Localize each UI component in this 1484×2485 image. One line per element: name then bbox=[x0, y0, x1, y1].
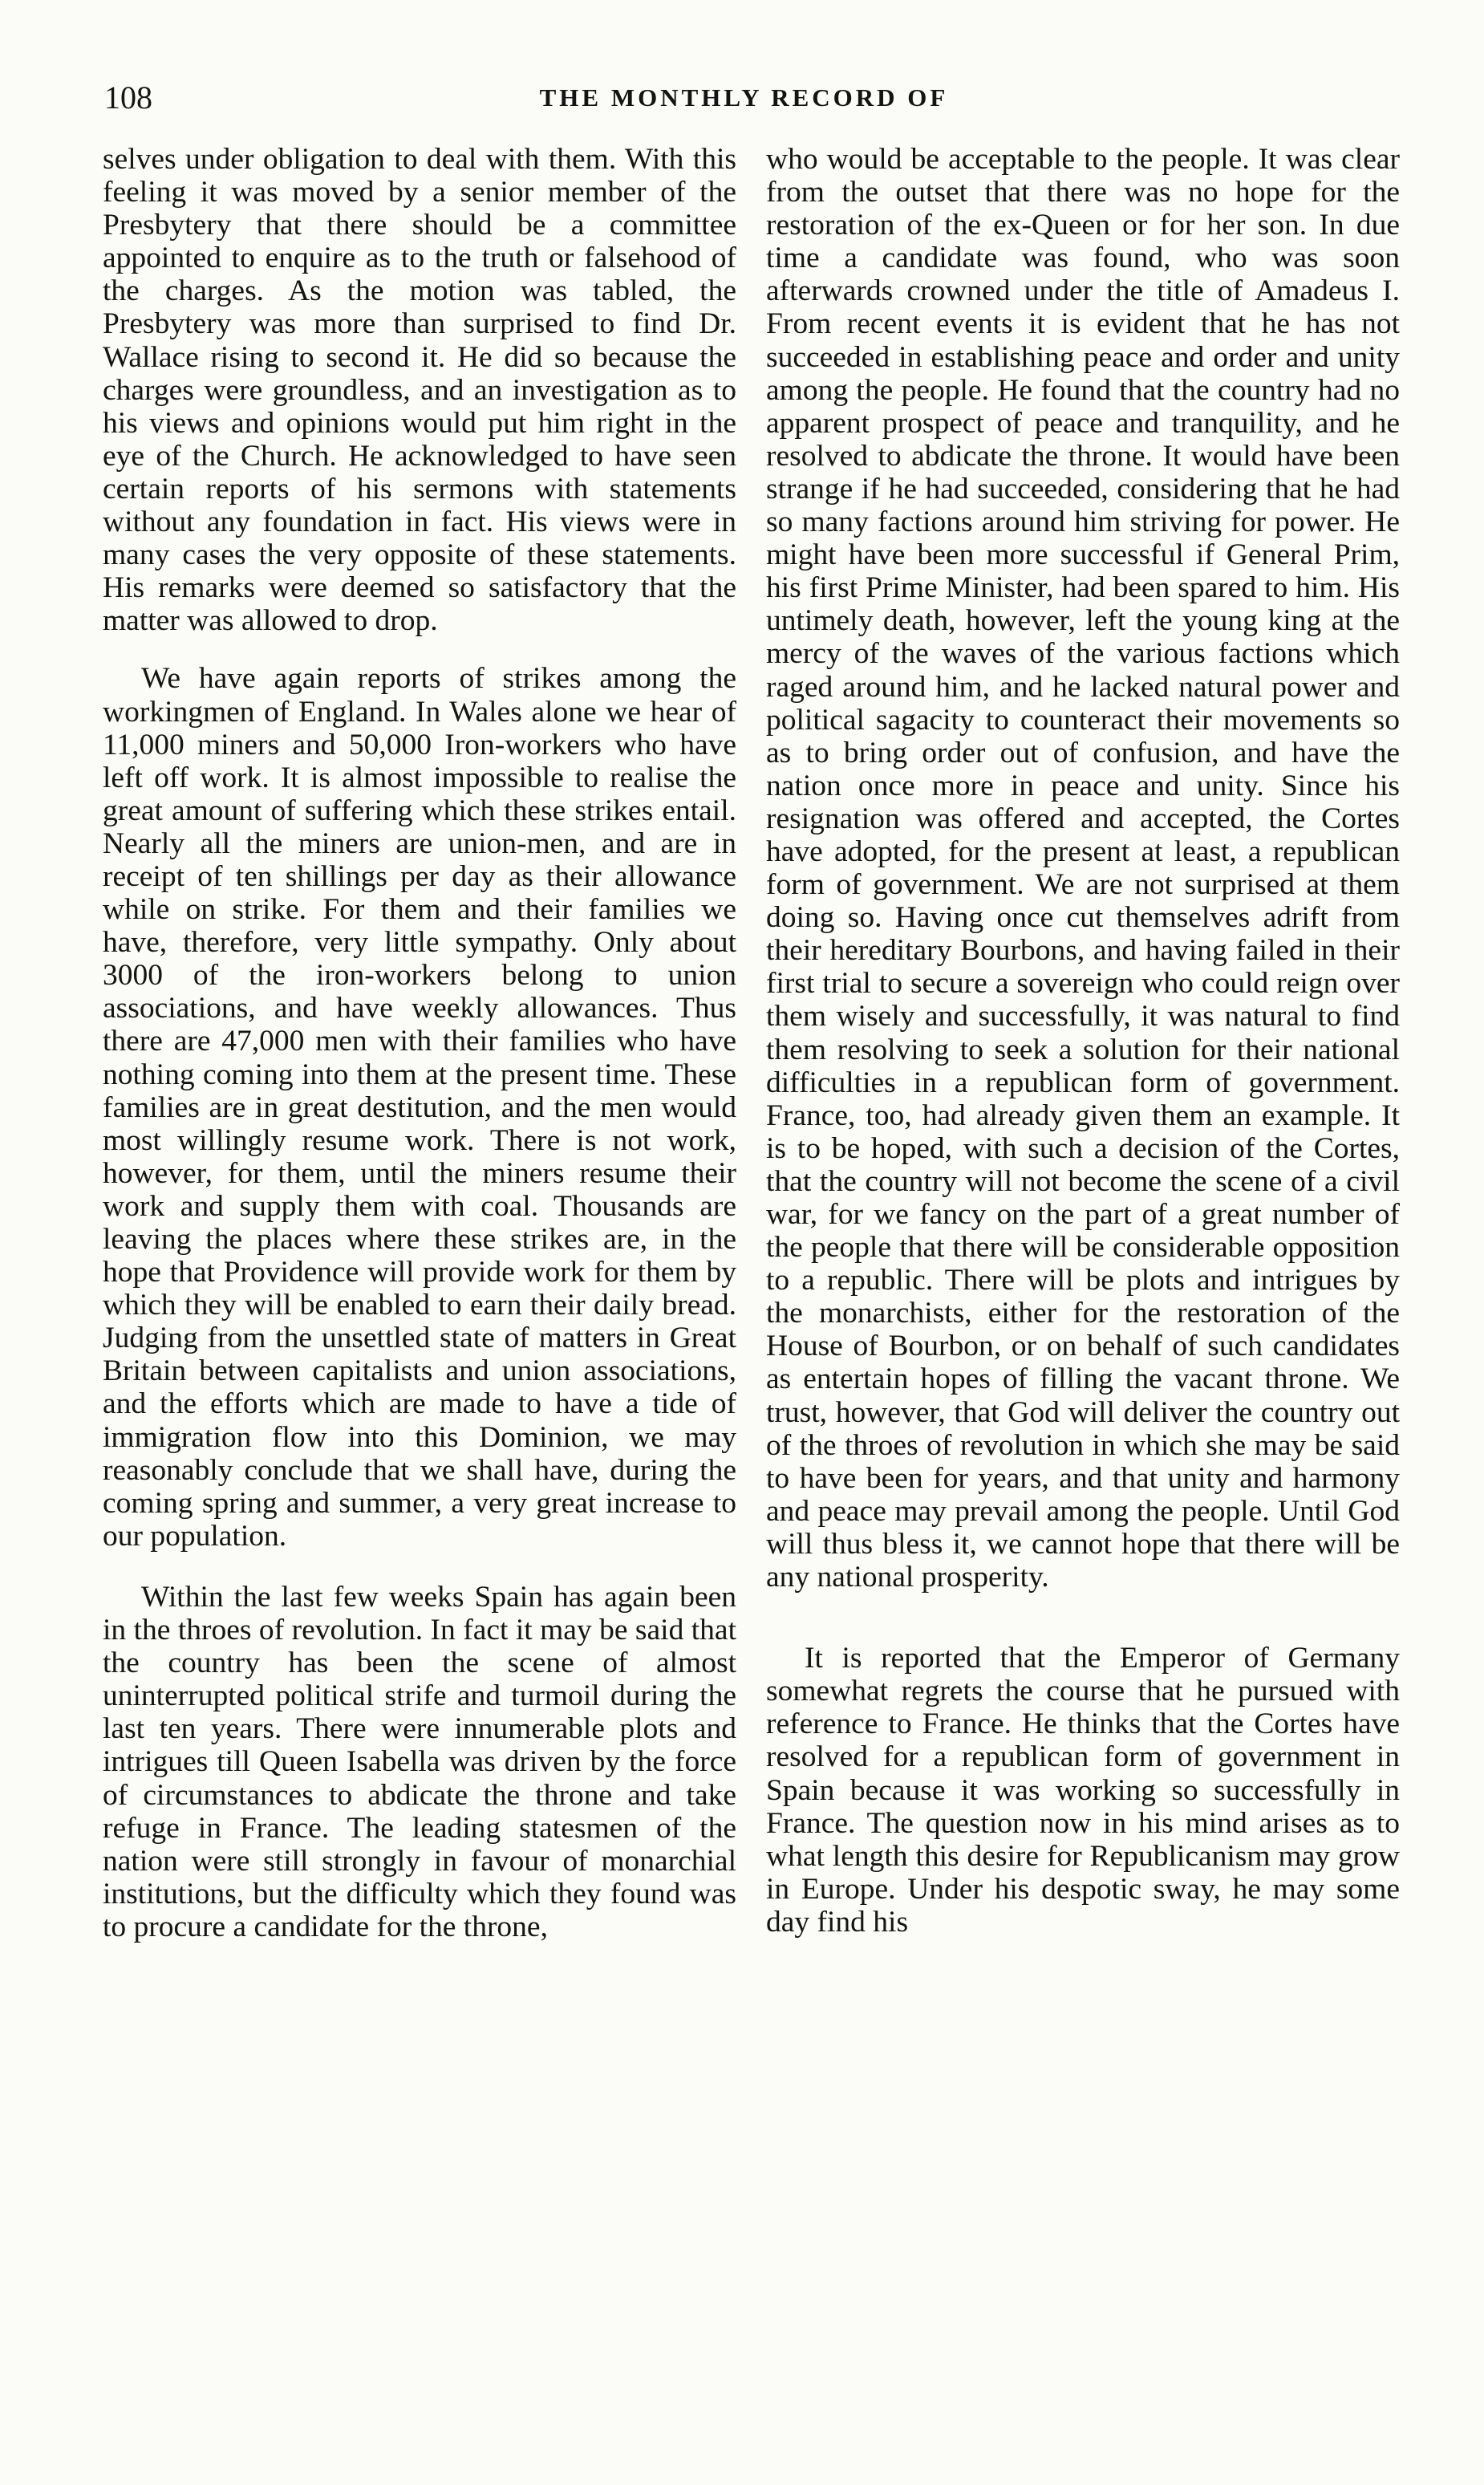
page-number: 108 bbox=[104, 79, 152, 116]
running-head bbox=[104, 74, 1384, 122]
paragraph-presbytery-charges: selves under obligation to deal with them. With this feeling it was moved by a senior member of the Presbytery that there should be a committee appointed to enquire as to the truth or falsehood of the charges. As the motion was tabled, the Presbytery was more than surprised to find Dr. Wallace rising to second it. He did so because the charges were groundless, and an investigation as to his views and opinions would put him right in the eye of the Church. He acknowledged to have seen certain reports of his sermons with statements without any foundation in fact. His views were in many cases the very opposite of these statements. His remarks were deemed so satisfactory that the matter was allowed to drop. bbox=[103, 143, 736, 638]
journal-title: THE MONTHLY RECORD OF bbox=[539, 83, 949, 112]
paragraph-strikes-england: We have again reports of strikes among the workingmen of England. In Wales alone we hear of 11,000 miners and 50,000 Iron-workers who have left off work. It is almost impossible to realise the great amount of suffering which these strikes entail. Nearly all the miners are union-men, and are in receipt of ten shillings per day as their allowance while on strike. For them and their families we have, therefore, very little sympathy. Only about 3000 of the iron-workers belong to union associations, and have weekly allowances. Thus there are 47,000 men with their families who have nothing coming into them at the present time. These families are in great destitution, and the men would most willingly resume work. There is not work, however, for them, until the miners resume their work and supply them with coal. Thousands are leaving the places where these strikes are, in the hope that Providence will provide work for them by which they will be enabled to earn their daily bread. Judging from the unsettled state of matters in Great Britain between capitalists and union associations, and the efforts which are made to have a tide of immigration flow into this Dominion, we may reasonably conclude that we shall have, during the coming spring and summer, a very great increase to our population. bbox=[103, 662, 736, 1553]
paragraph-spain-revolution: Within the last few weeks Spain has again been in the throes of revolution. In fact it may be said that the country has been the scene of almost uninterrupted political strife and turmoil during the last ten years. There were innumerable plots and intrigues till Queen Isabella was driven by the force of circumstances to abdicate the throne and take refuge in France. The leading statesmen of the nation were still strongly in favour of monarchial institutions, but the difficulty which they found was to procure a candidate for the throne, bbox=[103, 1580, 736, 1943]
right-column bbox=[766, 143, 1400, 1939]
paragraph-emperor-germany: It is reported that the Emperor of Germany somewhat regrets the course that he pursued with reference to France. He thinks that the Cortes have resolved for a republican form of government in Spain because it was working so successfully in France. The question now in his mind arises as to what length this desire for Republicanism may grow in Europe. Under his despotic sway, he may some day find his bbox=[766, 1642, 1400, 1939]
left-column bbox=[103, 143, 736, 1943]
paragraph-spain-continued: who would be acceptable to the people. It was clear from the outset that there was no hope for the restoration of the ex-Queen or for her son. In due time a candidate was found, who was soon afterwards crowned under the title of Amadeus I. From recent events it is evident that he has not succeeded in establishing peace and order and unity among the people. He found that the country had no apparent prospect of peace and tranquility, and he resolved to abdicate the throne. It would have been strange if he had succeeded, considering that he had so many factions around him striving for power. He might have been more successful if General Prim, his first Prime Minister, had been spared to him. His untimely death, however, left the young king at the mercy of the waves of the various factions which raged around him, and he lacked natural power and political sagacity to counteract their movements so as to bring order out of confusion, and have the nation once more in peace and unity. Since his resignation was offered and accepted, the Cortes have adopted, for the present at least, a republican form of government. We are not surprised at them doing so. Having once cut themselves adrift from their hereditary Bourbons, and having failed in their first trial to secure a sovereign who could reign over them wisely and successfully, it was natural to find them resolving to seek a solution for their national difficulties in a republican form of government. France, too, had already given them an example. It is to be hoped, with such a decision of the Cortes, that the country will not become the scene of a civil war, for we fancy on the part of a great number of the people that there will be considerable opposition to a republic. There will be plots and intrigues by the monarchists, either for the restoration of the House of Bourbon, or on behalf of such candidates as entertain hopes of filling the vacant throne. We trust, however, that God will deliver the country out of the throes of revolution in which she may be said to have been for years, and that unity and harmony and peace may prevail among the people. Until God will thus bless it, we cannot hope that there will be any national prosperity. bbox=[766, 143, 1400, 1594]
